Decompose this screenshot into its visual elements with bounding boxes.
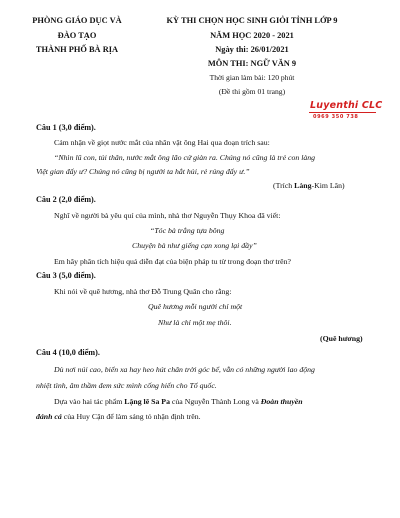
header-department-line2: ĐÀO TẠO — [57, 31, 97, 40]
question-1-source — [273, 181, 345, 190]
question-2-verse2: Chuyện bà như giếng cạn xong lại đầy” — [132, 241, 257, 250]
question-1-source-work: Làng — [294, 181, 312, 190]
question-4-task-line2 — [36, 412, 201, 421]
question-2-title: Câu 2 (2,0 điểm). — [36, 195, 96, 204]
question-4-title: Câu 4 (10,0 điểm). — [36, 348, 100, 357]
question-1-quote-line1: “Nhìn lũ con, tủi thân, nước mắt ông lão cứ giàn ra. Chúng nó cũng là trẻ con làng — [54, 153, 316, 162]
question-1-source-open: (Trích — [273, 181, 295, 190]
question-2-verse1: “Tóc bà trắng tựa bông — [150, 226, 225, 235]
question-3-verse2: Như là chỉ một mẹ thôi. — [158, 318, 232, 327]
question-3-title: Câu 3 (5,0 điểm). — [36, 271, 96, 280]
question-2-prompt: Nghĩ về người bà yêu quí của mình, nhà thơ Nguyễn Thụy Khoa đã viết: — [54, 211, 281, 220]
brand-logo-phone: 0969 350 738 — [313, 114, 359, 120]
brand-logo-text: Luyenthi CLC — [310, 100, 383, 111]
header-duration: Thời gian làm bài: 120 phút — [209, 73, 295, 82]
header-exam-title: KỲ THI CHỌN HỌC SINH GIỎI TỈNH LỚP 9 — [166, 16, 338, 25]
question-3-source: (Quê hương) — [320, 334, 363, 343]
question-1-title: Câu 1 (3,0 điểm). — [36, 123, 96, 132]
brand-logo-underline — [309, 112, 376, 113]
header-department-line1: PHÒNG GIÁO DỤC VÀ — [32, 16, 122, 25]
header-pages-note: (Đề thi gồm 01 trang) — [218, 87, 286, 96]
question-4-work1: Lặng lẽ Sa Pa — [124, 397, 170, 406]
header-school-year: NĂM HỌC 2020 - 2021 — [210, 31, 294, 40]
question-3-prompt: Khi nói về quê hương, nhà thơ Đỗ Trung Quân cho rằng: — [54, 287, 232, 296]
header-subject: MÔN THI: NGỮ VĂN 9 — [207, 59, 297, 68]
question-4-quote-line2: nhiệt tình, âm thầm đem sức mình cống hiến cho Tổ quốc. — [36, 381, 217, 390]
header-exam-date: Ngày thi: 26/01/2021 — [215, 45, 289, 54]
question-4-work2-part2: đánh cá — [36, 412, 62, 421]
question-3-verse1: Quê hương mỗi người chỉ một — [148, 302, 243, 311]
question-4-task-line1 — [54, 397, 303, 406]
question-1-quote-line2: Việt gian đấy ư? Chúng nó cũng bị người ta hắt hủi, rẻ rúng đấy ư.” — [36, 167, 250, 176]
question-2-question: Em hãy phân tích hiệu quả diễn đạt của biện pháp tu từ trong đoạn thơ trên? — [54, 257, 291, 266]
question-4-task-mid: của Nguyễn Thành Long và — [169, 397, 261, 406]
question-1-prompt: Cảm nhận về giọt nước mắt của nhân vật ông Hai qua đoạn trích sau: — [54, 138, 270, 147]
question-4-work2-part1: Đoàn thuyền — [260, 397, 303, 406]
question-1-source-author: -Kim Lân) — [311, 181, 345, 190]
header-department-line3: THÀNH PHỐ BÀ RỊA — [35, 45, 119, 54]
question-4-task-start: Dựa vào hai tác phẩm — [54, 397, 125, 406]
question-4-quote-line1: Dù nơi núi cao, biển xa hay heo hút chân trời góc bể, vẫn có những người lao động — [54, 365, 315, 374]
question-4-task-end: của Huy Cận để làm sáng tỏ nhận định trên. — [61, 412, 201, 421]
